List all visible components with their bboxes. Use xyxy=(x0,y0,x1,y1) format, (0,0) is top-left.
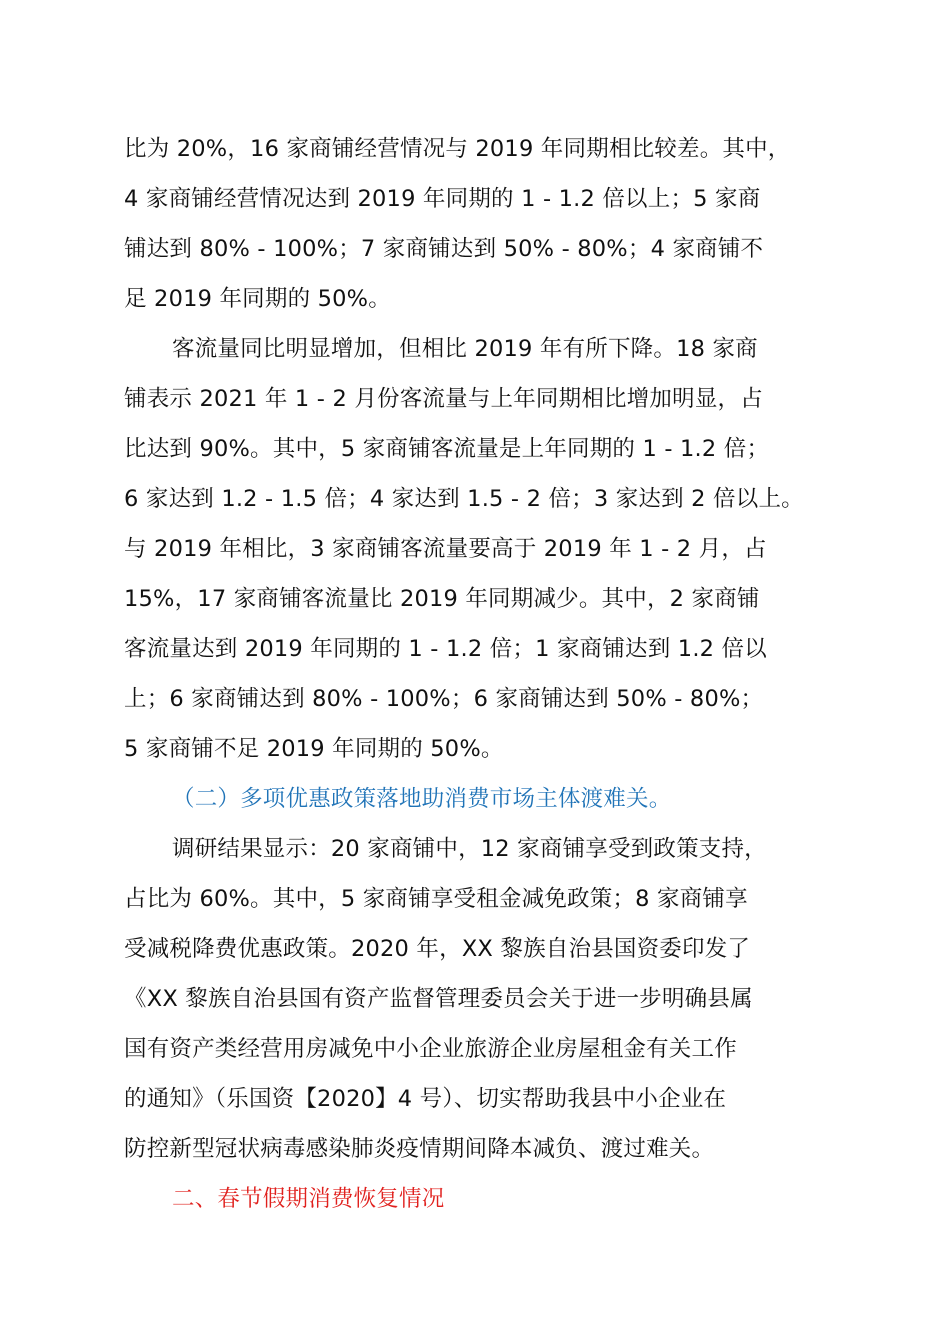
paragraph-line: 受减税降费优惠政策。2020 年，XX 黎族自治县国资委印发了 xyxy=(124,936,751,962)
paragraph-line: 的通知》（乐国资【2020】4 号）、切实帮助我县中小企业在 xyxy=(124,1086,727,1112)
paragraph-line: 比为 20%，16 家商铺经营情况与 2019 年同期相比较差。其中， xyxy=(124,136,791,162)
paragraph-line: 4 家商铺经营情况达到 2019 年同期的 1 - 1.2 倍以上；5 家商 xyxy=(124,186,761,212)
paragraph-line: 客流量达到 2019 年同期的 1 - 1.2 倍；1 家商铺达到 1.2 倍以 xyxy=(124,636,767,662)
paragraph-line: 足 2019 年同期的 50%。 xyxy=(124,286,391,312)
paragraph-line: 6 家达到 1.2 - 1.5 倍；4 家达到 1.5 - 2 倍；3 家达到 2 倍以上。 xyxy=(124,486,804,512)
paragraph-line: 国有资产类经营用房减免中小企业旅游企业房屋租金有关工作 xyxy=(124,1036,737,1062)
paragraph-line: 铺达到 80% - 100%；7 家商铺达到 50% - 80%；4 家商铺不 xyxy=(124,236,764,262)
paragraph-line: 15%，17 家商铺客流量比 2019 年同期减少。其中，2 家商铺 xyxy=(124,586,760,612)
paragraph-line: 《XX 黎族自治县国有资产监督管理委员会关于进一步明确县属 xyxy=(124,986,753,1012)
paragraph-line: 5 家商铺不足 2019 年同期的 50%。 xyxy=(124,736,504,762)
section-heading: 二、春节假期消费恢复情况 xyxy=(172,1186,445,1212)
paragraph-line: 铺表示 2021 年 1 - 2 月份客流量与上年同期相比增加明显，占 xyxy=(124,386,763,412)
paragraph-line: 与 2019 年相比，3 家商铺客流量要高于 2019 年 1 - 2 月，占 xyxy=(124,536,767,562)
paragraph-line: 上；6 家商铺达到 80% - 100%；6 家商铺达到 50% - 80%； xyxy=(124,686,764,712)
paragraph-line: 比达到 90%。其中，5 家商铺客流量是上年同期的 1 - 1.2 倍； xyxy=(124,436,770,462)
paragraph-line: 调研结果显示：20 家商铺中，12 家商铺享受到政策支持， xyxy=(172,836,767,862)
paragraph-line: 客流量同比明显增加，但相比 2019 年有所下降。18 家商 xyxy=(172,336,758,362)
paragraph-line: 占比为 60%。其中，5 家商铺享受租金减免政策；8 家商铺享 xyxy=(124,886,748,912)
paragraph-line: 防控新型冠状病毒感染肺炎疫情期间降本减负、渡过难关。 xyxy=(124,1136,715,1162)
subheading: （二）多项优惠政策落地助消费市场主体渡难关。 xyxy=(172,786,672,812)
